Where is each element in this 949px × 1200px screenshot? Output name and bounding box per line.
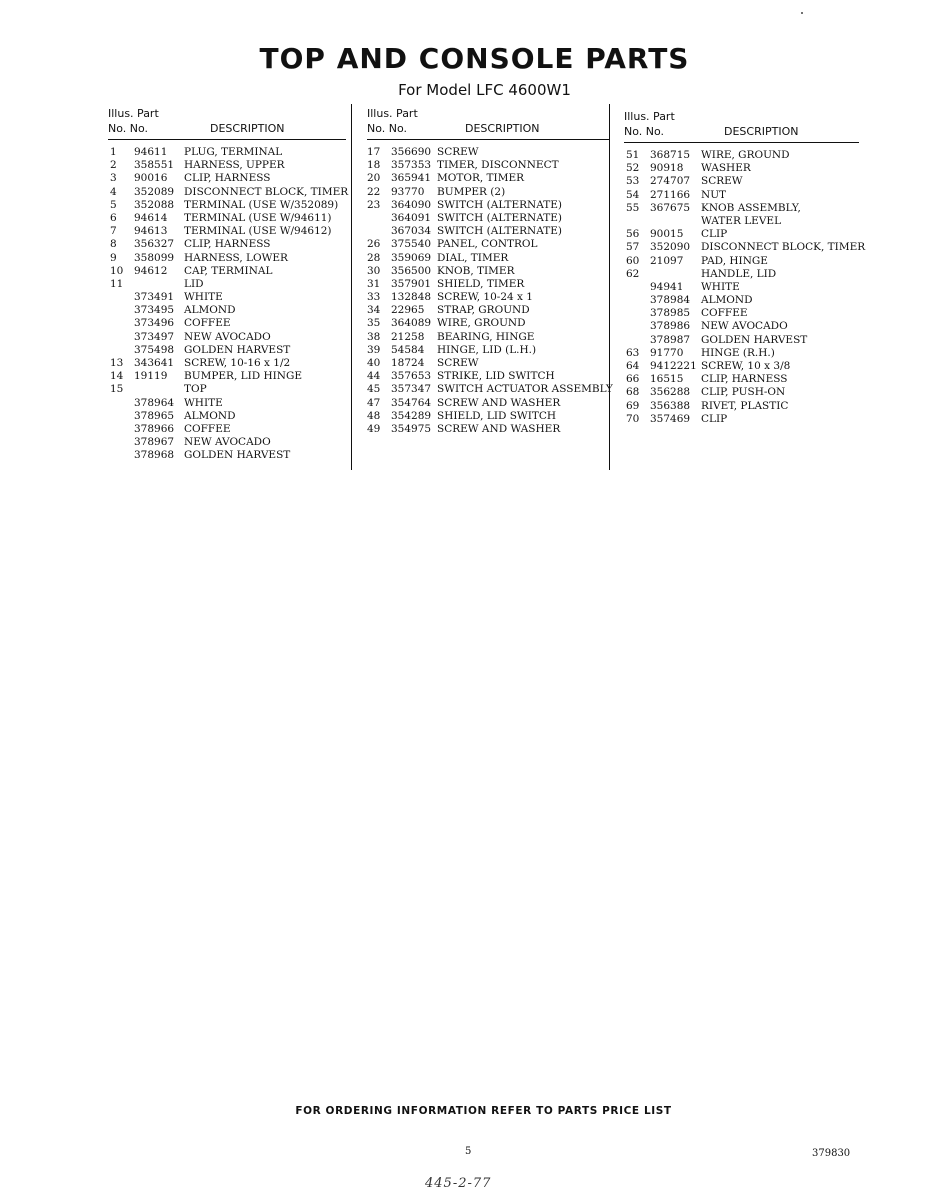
part-description: HINGE (R.H.) <box>701 346 775 359</box>
part-number: 352088 <box>134 198 175 211</box>
part-row <box>367 265 610 278</box>
part-description: CLIP, HARNESS <box>184 238 271 251</box>
model-subtitle: For Model LFC 4600W1 <box>398 81 571 99</box>
part-number: 358551 <box>134 159 175 172</box>
part-number: 94612 <box>134 264 168 277</box>
illus-number: 6 <box>110 211 117 224</box>
illus-number: 62 <box>626 267 640 280</box>
part-description: SCREW, 10-16 x 1/2 <box>184 357 291 369</box>
part-row <box>108 357 346 370</box>
part-row <box>108 304 346 317</box>
part-row <box>108 331 346 344</box>
part-number: 94611 <box>134 146 168 158</box>
part-number: 357353 <box>391 159 432 172</box>
illus-number: 47 <box>367 396 381 409</box>
part-number: 94941 <box>650 280 684 293</box>
part-number: 368715 <box>650 149 691 161</box>
part-row <box>108 199 346 212</box>
part-number: 358099 <box>134 251 175 264</box>
part-row <box>624 307 859 320</box>
part-description: GOLDEN HARVEST <box>184 343 291 356</box>
part-row <box>367 252 610 265</box>
part-row <box>624 162 859 175</box>
part-number: 364090 <box>391 198 432 211</box>
part-row <box>108 370 346 383</box>
part-description: CLIP, PUSH-ON <box>701 386 786 399</box>
part-description: DIAL, TIMER <box>437 251 509 264</box>
part-description: NEW AVOCADO <box>184 436 271 449</box>
part-number: 21258 <box>391 330 425 343</box>
header-description: DESCRIPTION <box>210 122 285 135</box>
part-number: 132848 <box>391 291 432 304</box>
part-description: CLIP <box>701 228 728 241</box>
part-number: 93770 <box>391 185 425 198</box>
illus-number: 22 <box>367 185 381 198</box>
part-row <box>108 317 346 330</box>
column-divider <box>609 104 610 470</box>
part-number: 378968 <box>134 449 175 462</box>
part-number: 9412221 <box>650 360 697 372</box>
part-row <box>624 373 859 386</box>
parts-column-1 <box>108 107 349 463</box>
illus-number: 57 <box>626 241 640 254</box>
part-description: CLIP, HARNESS <box>701 373 788 386</box>
part-row <box>624 294 859 307</box>
part-row <box>108 252 346 265</box>
part-number: 354289 <box>391 409 432 422</box>
part-description: RIVET, PLASTIC <box>701 399 789 412</box>
part-row <box>108 265 346 278</box>
scan-speck <box>801 12 803 14</box>
header-illus-part: Illus. Part <box>367 107 418 120</box>
illus-number: 48 <box>367 409 381 422</box>
part-description: WHITE <box>184 396 223 409</box>
part-row <box>367 146 610 159</box>
part-description: MOTOR, TIMER <box>437 172 525 185</box>
part-number: 271166 <box>650 188 691 201</box>
header-description: DESCRIPTION <box>724 125 799 138</box>
part-description: COFFEE <box>701 307 748 320</box>
part-row <box>367 186 610 199</box>
part-row <box>108 159 346 172</box>
illus-number: 69 <box>626 399 640 412</box>
part-description: SCREW, 10 x 3/8 <box>701 360 791 372</box>
part-row <box>367 304 610 317</box>
part-row <box>367 159 610 172</box>
part-description: WIRE, GROUND <box>437 317 526 330</box>
part-description: NEW AVOCADO <box>184 330 271 343</box>
part-description: PAD, HINGE <box>701 254 768 267</box>
part-description: SWITCH (ALTERNATE) <box>437 225 562 238</box>
part-description: SCREW, 10-24 x 1 <box>437 291 533 304</box>
illus-number: 70 <box>626 412 640 425</box>
illus-number: 15 <box>110 383 124 396</box>
illus-number: 54 <box>626 188 640 201</box>
part-row <box>624 149 859 162</box>
part-description: GOLDEN HARVEST <box>701 333 808 346</box>
part-row <box>367 331 610 344</box>
part-row <box>367 199 610 212</box>
page-title: TOP AND CONSOLE PARTS <box>259 42 690 75</box>
part-row <box>624 268 859 281</box>
header-no-no: No. No. <box>624 125 665 138</box>
part-row <box>624 228 859 241</box>
illus-number: 2 <box>110 159 117 172</box>
part-number: 378984 <box>650 294 691 307</box>
part-description: BUMPER, LID HINGE <box>184 370 303 383</box>
part-number: 357901 <box>391 277 432 290</box>
illus-number: 49 <box>367 422 381 435</box>
part-number: 364089 <box>391 317 432 330</box>
part-row <box>367 291 610 304</box>
part-row <box>108 344 346 357</box>
header-no-no: No. No. <box>108 122 149 135</box>
parts-list <box>108 140 349 463</box>
part-row <box>624 413 859 426</box>
part-row <box>367 423 610 436</box>
illus-number: 45 <box>367 383 381 396</box>
part-description: ALMOND <box>184 409 236 422</box>
part-description: DISCONNECT BLOCK, TIMER <box>701 241 866 254</box>
illus-number: 34 <box>367 304 381 317</box>
part-row <box>624 347 859 360</box>
illus-number: 18 <box>367 159 381 172</box>
part-description: CAP, TERMINAL <box>184 264 273 277</box>
part-description: WASHER <box>701 162 751 175</box>
part-number: 94614 <box>134 211 168 224</box>
part-row <box>367 397 610 410</box>
part-row <box>367 238 610 251</box>
part-number: 373497 <box>134 330 175 343</box>
part-description: TERMINAL (USE W/94611) <box>184 211 332 224</box>
part-number: 367034 <box>391 225 432 238</box>
part-row <box>108 449 346 462</box>
part-description: SWITCH ACTUATOR ASSEMBLY <box>437 383 613 396</box>
illus-number: 38 <box>367 330 381 343</box>
part-description: SHIELD, TIMER <box>437 277 525 290</box>
parts-list <box>367 140 613 436</box>
part-row <box>624 175 859 188</box>
part-number: 378966 <box>134 422 175 435</box>
part-row <box>624 215 859 228</box>
part-number: 356327 <box>134 238 175 251</box>
part-row <box>108 383 346 396</box>
part-description: DISCONNECT BLOCK, TIMER <box>184 185 349 198</box>
page-number: 5 <box>465 1146 472 1157</box>
parts-column-3 <box>624 110 866 426</box>
part-description: KNOB ASSEMBLY, <box>701 201 801 214</box>
column-divider <box>351 104 352 470</box>
part-number: 378986 <box>650 320 691 333</box>
part-row <box>108 410 346 423</box>
part-description: BEARING, HINGE <box>437 330 535 343</box>
part-row <box>108 436 346 449</box>
part-row <box>624 202 859 215</box>
illus-number: 63 <box>626 346 640 359</box>
part-row <box>624 189 859 202</box>
part-description: HARNESS, UPPER <box>184 159 285 172</box>
part-row <box>367 344 610 357</box>
part-row <box>108 185 349 199</box>
part-number: 373496 <box>134 317 175 330</box>
part-number: 22965 <box>391 304 425 317</box>
header-illus-part: Illus. Part <box>108 107 159 120</box>
part-number: 90918 <box>650 162 684 175</box>
part-row <box>367 317 610 330</box>
illus-number: 26 <box>367 238 381 251</box>
part-description: WHITE <box>184 291 223 304</box>
part-description: SHIELD, LID SWITCH <box>437 409 557 422</box>
part-number: 354764 <box>391 396 432 409</box>
part-row <box>108 212 346 225</box>
illus-number: 60 <box>626 254 640 267</box>
column-header <box>367 107 610 141</box>
handwritten-note: 445-2-77 <box>425 1176 492 1191</box>
illus-number: 30 <box>367 264 381 277</box>
part-description: WIRE, GROUND <box>701 149 790 161</box>
part-number: 378964 <box>134 396 175 409</box>
part-row <box>367 212 610 225</box>
illus-number: 40 <box>367 357 381 369</box>
part-row <box>108 238 346 251</box>
part-description: SCREW <box>437 357 479 369</box>
part-row <box>367 370 610 383</box>
part-row <box>624 360 859 373</box>
header-no-no: No. No. <box>367 122 408 135</box>
illus-number: 10 <box>110 264 124 277</box>
illus-number: 44 <box>367 370 381 383</box>
illus-number: 28 <box>367 251 381 264</box>
illus-number: 66 <box>626 373 640 386</box>
part-number: 90016 <box>134 172 168 185</box>
illus-number: 64 <box>626 360 640 372</box>
part-row <box>367 225 610 238</box>
illus-number: 53 <box>626 175 640 188</box>
parts-list <box>624 143 866 426</box>
illus-number: 7 <box>110 225 117 238</box>
part-description: HINGE, LID (L.H.) <box>437 343 537 356</box>
part-description: PANEL, CONTROL <box>437 238 538 251</box>
part-number: 352089 <box>134 185 175 198</box>
part-description: SWITCH (ALTERNATE) <box>437 198 562 211</box>
part-description: NUT <box>701 188 727 201</box>
part-row <box>367 383 613 396</box>
column-header <box>108 107 346 141</box>
part-description: LID <box>184 277 204 290</box>
part-row <box>108 291 346 304</box>
part-description: STRIKE, LID SWITCH <box>437 370 555 383</box>
part-number: 90015 <box>650 228 684 241</box>
part-number: 375540 <box>391 238 432 251</box>
part-description: WHITE <box>701 280 740 293</box>
illus-number: 52 <box>626 162 640 175</box>
header-description: DESCRIPTION <box>465 122 540 135</box>
part-description: CLIP, HARNESS <box>184 172 271 185</box>
part-number: 18724 <box>391 357 425 369</box>
part-description: TOP <box>184 383 207 396</box>
illus-number: 33 <box>367 291 381 304</box>
illus-number: 68 <box>626 386 640 399</box>
part-description: SCREW <box>701 175 743 188</box>
part-description: COFFEE <box>184 317 231 330</box>
part-description: SWITCH (ALTERNATE) <box>437 211 562 224</box>
part-number: 352090 <box>650 241 691 254</box>
part-number: 94613 <box>134 225 168 238</box>
illus-number: 56 <box>626 228 640 241</box>
part-row <box>108 278 346 291</box>
part-number: 367675 <box>650 201 691 214</box>
part-description: WATER LEVEL <box>701 214 782 227</box>
part-row <box>624 241 866 254</box>
part-row <box>624 320 859 333</box>
part-description: HARNESS, LOWER <box>184 251 288 264</box>
illus-number: 8 <box>110 238 117 251</box>
part-description: PLUG, TERMINAL <box>184 146 283 158</box>
illus-number: 51 <box>626 149 640 161</box>
part-row <box>367 172 610 185</box>
illus-number: 1 <box>110 146 117 158</box>
part-description: TIMER, DISCONNECT <box>437 159 559 172</box>
part-description: COFFEE <box>184 422 231 435</box>
part-number: 343641 <box>134 357 175 369</box>
illus-number: 55 <box>626 201 640 214</box>
part-description: SCREW AND WASHER <box>437 396 561 409</box>
part-row <box>108 423 346 436</box>
illus-number: 31 <box>367 277 381 290</box>
part-row <box>108 172 346 185</box>
part-row <box>108 146 346 159</box>
part-number: 354975 <box>391 422 432 435</box>
part-description: ALMOND <box>701 294 753 307</box>
part-number: 19119 <box>134 370 168 383</box>
illus-number: 39 <box>367 343 381 356</box>
part-row <box>624 281 859 294</box>
part-number: 378987 <box>650 333 691 346</box>
illus-number: 9 <box>110 251 117 264</box>
part-number: 373495 <box>134 304 175 317</box>
part-row <box>108 225 346 238</box>
illus-number: 14 <box>110 370 124 383</box>
illus-number: 3 <box>110 172 117 185</box>
column-header <box>624 110 859 144</box>
part-row <box>108 397 346 410</box>
part-description: SCREW AND WASHER <box>437 422 561 435</box>
part-description: ALMOND <box>184 304 236 317</box>
part-description: TERMINAL (USE W/352089) <box>184 198 339 211</box>
part-number: 356388 <box>650 399 691 412</box>
part-number: 365941 <box>391 172 432 185</box>
illus-number: 17 <box>367 146 381 158</box>
illus-number: 11 <box>110 277 124 290</box>
part-number: 91770 <box>650 346 684 359</box>
part-row <box>624 334 859 347</box>
part-row <box>367 278 610 291</box>
illus-number: 13 <box>110 357 124 369</box>
part-number: 375498 <box>134 343 175 356</box>
part-description: SCREW <box>437 146 479 158</box>
document-number: 379830 <box>812 1148 851 1159</box>
part-number: 357347 <box>391 383 432 396</box>
part-number: 357469 <box>650 412 691 425</box>
illus-number: 4 <box>110 185 117 198</box>
part-description: STRAP, GROUND <box>437 304 530 317</box>
part-number: 373491 <box>134 291 175 304</box>
part-description: GOLDEN HARVEST <box>184 449 291 462</box>
part-number: 274707 <box>650 175 691 188</box>
part-number: 54584 <box>391 343 425 356</box>
part-row <box>367 357 610 370</box>
part-row <box>624 400 859 413</box>
part-description: NEW AVOCADO <box>701 320 788 333</box>
header-illus-part: Illus. Part <box>624 110 675 123</box>
part-description: KNOB, TIMER <box>437 264 515 277</box>
illus-number: 23 <box>367 198 381 211</box>
part-row <box>367 410 610 423</box>
part-description: CLIP <box>701 412 728 425</box>
part-description: HANDLE, LID <box>701 267 777 280</box>
part-number: 378965 <box>134 409 175 422</box>
part-number: 378985 <box>650 307 691 320</box>
part-number: 364091 <box>391 211 432 224</box>
illus-number: 5 <box>110 198 117 211</box>
part-number: 356690 <box>391 146 432 158</box>
part-number: 378967 <box>134 436 175 449</box>
part-row <box>624 255 859 268</box>
part-row <box>624 386 859 399</box>
ordering-footer: FOR ORDERING INFORMATION REFER TO PARTS PRICE LIST <box>295 1105 672 1117</box>
part-number: 16515 <box>650 373 684 386</box>
part-number: 359069 <box>391 251 432 264</box>
part-number: 357653 <box>391 370 432 383</box>
part-description: TERMINAL (USE W/94612) <box>184 225 332 238</box>
part-description: BUMPER (2) <box>437 185 506 198</box>
part-number: 21097 <box>650 254 684 267</box>
part-number: 356500 <box>391 264 432 277</box>
parts-column-2 <box>367 107 613 436</box>
illus-number: 20 <box>367 172 381 185</box>
part-number: 356288 <box>650 386 691 399</box>
illus-number: 35 <box>367 317 381 330</box>
